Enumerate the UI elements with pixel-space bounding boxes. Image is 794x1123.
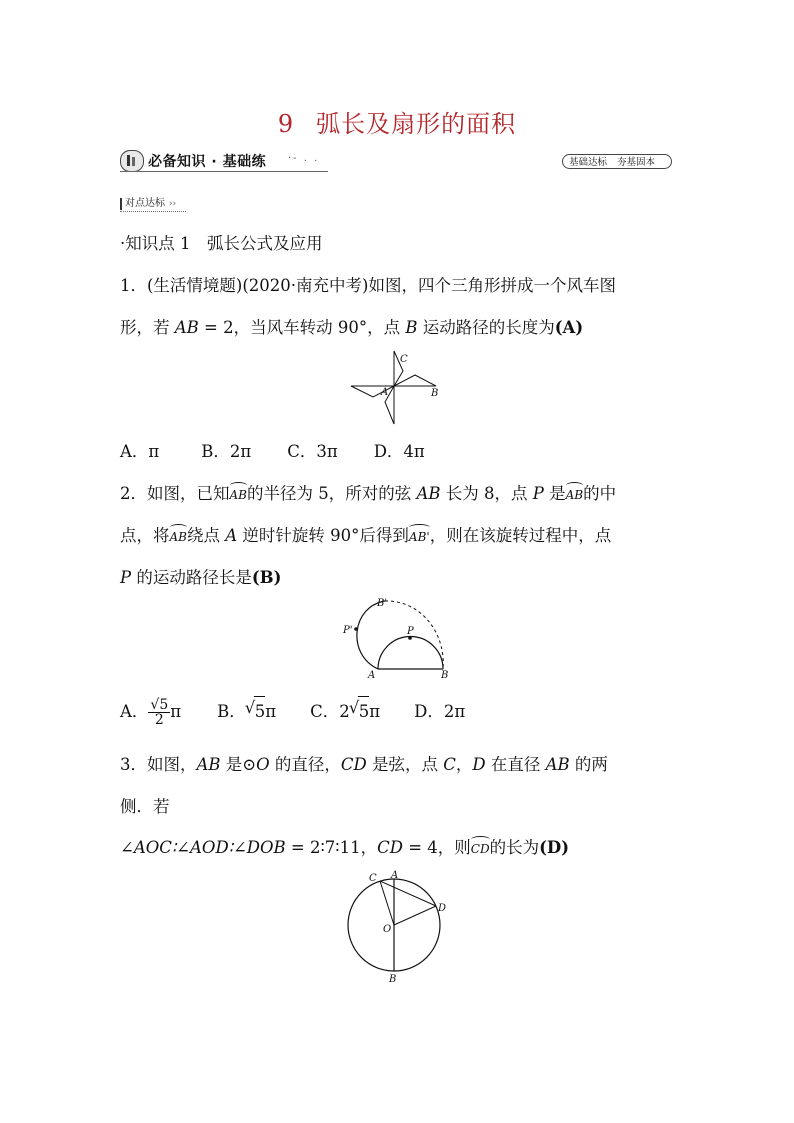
q2-option-a-fraction	[148, 698, 170, 727]
q1-options	[120, 442, 425, 462]
q2-text-f: 点，将	[120, 526, 170, 545]
q2-var-p: P	[532, 484, 544, 503]
label-b: B	[389, 974, 397, 985]
q2-options	[120, 696, 465, 727]
q2-text-g: 绕点	[186, 526, 226, 545]
q2-var-a: A	[225, 526, 238, 545]
q2-option-b[interactable]	[217, 696, 276, 727]
q3-text-i: = 4，则	[402, 838, 471, 857]
q3-var-d: D	[472, 755, 486, 774]
q2-option-d[interactable]: D．2π	[414, 702, 466, 721]
label-a: A	[391, 870, 399, 881]
label-b: B	[431, 388, 439, 399]
q2-option-b-prefix: B．	[217, 702, 246, 721]
q3-var-o: O	[256, 755, 270, 774]
q2-option-a[interactable]	[120, 697, 181, 727]
q2-arc-ab-2: AB	[566, 485, 583, 505]
label-c: C	[400, 354, 408, 365]
q2-option-a-prefix: A．	[120, 702, 149, 721]
q2-text-j: 的运动路径长是	[131, 568, 252, 587]
q2-option-b-suffix: π	[265, 702, 277, 721]
subsection-rule	[120, 211, 186, 212]
q2-option-c-suffix: π	[369, 702, 381, 721]
q1-var-ab: AB	[174, 318, 199, 337]
q1-line1: 1．(生活情境题)(2020·南充中考)如图，四个三角形拼成一个风车图	[120, 276, 616, 295]
q1-option-c[interactable]: C．3π	[287, 442, 338, 461]
q2-text-e: 的中	[583, 484, 617, 503]
q3-text-g: 的两	[569, 755, 608, 774]
q3-line3	[120, 838, 569, 859]
q2-arc-ab-3: AB	[170, 527, 187, 547]
q3-text-b: 是⊙	[220, 755, 257, 774]
label-c: C	[369, 873, 377, 884]
q3-arc-cd: CD	[471, 839, 490, 859]
q3-text-j: 的长为	[489, 838, 540, 857]
q2-line2	[120, 526, 611, 547]
section-dots: ·- . .	[288, 153, 320, 164]
q1-line2	[120, 318, 583, 338]
label-b: B	[441, 670, 449, 681]
q2-option-a-den: 2	[154, 712, 164, 728]
radius-oc	[380, 881, 394, 925]
section-header	[120, 150, 328, 172]
q3-text-f: 在直径	[485, 755, 546, 774]
q2-option-c[interactable]	[310, 696, 380, 727]
q1-text-c: 运动路径的长度为	[417, 318, 555, 337]
q2-chord-ab: AB	[416, 484, 441, 503]
label-a: A	[381, 387, 389, 398]
q2-arc-ab: AB	[230, 485, 247, 505]
label-d: D	[438, 903, 447, 914]
section-rule	[120, 171, 328, 172]
q3-text-a: 3．如图，	[120, 755, 197, 774]
q2-option-c-prefix: C．2	[310, 702, 350, 721]
label-a: A	[368, 670, 376, 681]
q2-line3	[120, 568, 281, 588]
q1-var-b: B	[405, 318, 418, 337]
q3-text-h: = 2∶7∶11，	[285, 838, 378, 857]
q1-answer: (A)	[554, 318, 584, 337]
q1-option-b[interactable]: B．2π	[201, 442, 252, 461]
knowledge-point: ·知识点 1 弧长公式及应用	[120, 234, 323, 253]
q2-answer: (B)	[251, 568, 282, 587]
books-icon	[120, 150, 144, 172]
q2-text-a: 2．如图，已知	[120, 484, 230, 503]
q3-var-ab: AB	[196, 755, 221, 774]
q1-option-a[interactable]: A．π	[120, 442, 160, 461]
level-pill	[562, 154, 672, 169]
radius-od	[394, 906, 436, 925]
label-p-prime: P'	[343, 625, 353, 636]
q2-text-d: 是	[543, 484, 566, 503]
label-b-prime: B'	[377, 598, 388, 609]
q2-text-h: 逆时针旋转 90°后得到	[237, 526, 409, 545]
q2-text-i: ，则在该旋转过程中，点	[429, 526, 612, 545]
q3-text-e: ，	[455, 755, 473, 774]
q2-line1	[120, 484, 616, 505]
section-label: 必备知识 · 基础练	[148, 154, 267, 170]
q2-arc-ab-prime: AB'	[409, 527, 430, 547]
q3-angle-ratio: ∠AOC∶∠AOD∶∠DOB	[120, 838, 286, 857]
q3-line2: 侧．若	[120, 797, 170, 816]
windmill-blade-right	[394, 375, 436, 386]
windmill-figure	[345, 348, 445, 428]
rotation-path	[385, 601, 443, 669]
rotated-arc-figure	[340, 592, 460, 682]
label-p: P	[407, 626, 414, 637]
q2-text-c: 长为 8，点	[440, 484, 533, 503]
q2-option-a-num: √5	[150, 697, 169, 713]
q1-text-b: = 2，当风车转动 90°，点	[198, 318, 406, 337]
point-p-prime	[354, 627, 358, 631]
lesson-title: 弧长及扇形的面积	[316, 110, 517, 138]
q3-var-cd-2: CD	[377, 838, 403, 857]
chevron-right-icon: ››	[169, 199, 177, 209]
q2-text-b: 的半径为 5，所对的弦	[246, 484, 417, 503]
pill-right-label: 夯基固本	[617, 157, 656, 168]
arc-ab-prime	[357, 601, 385, 669]
q3-var-c: C	[443, 755, 456, 774]
label-o: O	[383, 924, 392, 935]
q3-var-ab-2: AB	[545, 755, 570, 774]
arc-ab	[378, 637, 443, 669]
circle-figure	[340, 868, 450, 988]
q1-option-d[interactable]: D．4π	[373, 442, 425, 461]
q3-text-d: 是弦，点	[366, 755, 444, 774]
q3-line1	[120, 755, 608, 775]
q3-var-cd: CD	[340, 755, 367, 774]
subsection-tag-label: 对点达标	[125, 198, 165, 209]
q2-option-a-suffix: π	[170, 702, 182, 721]
page-title	[0, 104, 794, 139]
pill-left-label: 基础达标	[569, 157, 608, 168]
q1-text-a: 形，若	[120, 318, 175, 337]
q2-option-b-radical: √ 5	[254, 696, 266, 727]
q3-answer: (D)	[539, 838, 570, 857]
q2-option-c-radical: √ 5	[358, 696, 370, 727]
q3-text-c: 的直径，	[269, 755, 341, 774]
q2-var-p-2: P	[120, 568, 132, 587]
subsection-tag	[120, 198, 176, 210]
lesson-number: 9	[277, 110, 295, 138]
